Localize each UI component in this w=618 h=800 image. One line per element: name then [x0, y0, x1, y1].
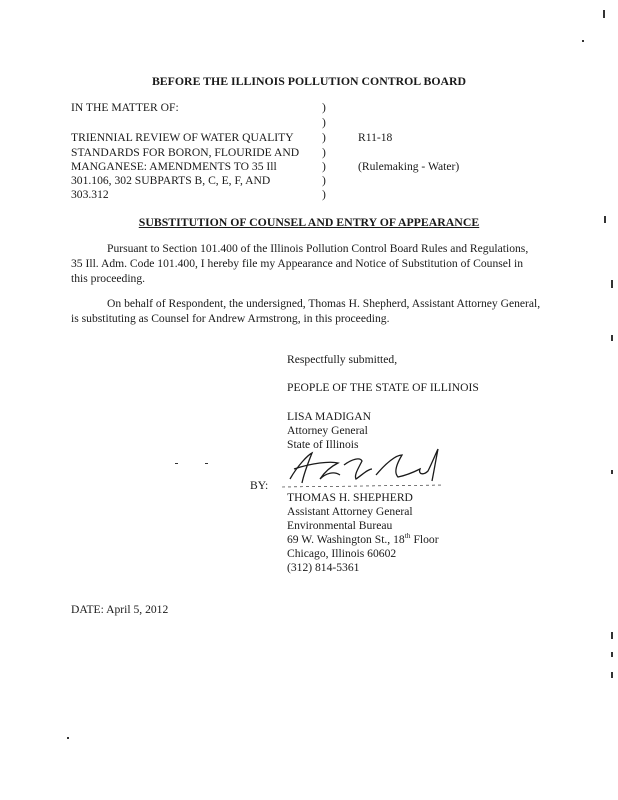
caption-bracket: ): [322, 174, 326, 187]
body-paragraph: On behalf of Respondent, the undersigned, Thomas H. Shepherd, Assistant Attorney General, is substituting as Counsel for Andrew Armstrong, in this proceeding.: [71, 297, 541, 325]
scan-mark: [67, 737, 69, 739]
bureau-name: Environmental Bureau: [287, 519, 393, 532]
scan-mark: [611, 652, 613, 657]
signer-title: Assistant Attorney General: [287, 505, 413, 518]
caption-bracket: ): [322, 146, 326, 159]
in-the-matter-label: IN THE MATTER OF:: [71, 101, 179, 114]
date-line: DATE: April 5, 2012: [71, 603, 169, 616]
caption-bracket: ): [322, 188, 326, 201]
matter-line-5: 303.312: [71, 188, 109, 201]
scan-mark: [611, 632, 613, 639]
closing-text: Respectfully submitted,: [287, 353, 398, 366]
handwritten-signature: [268, 445, 458, 490]
attorney-general-name: LISA MADIGAN: [287, 410, 372, 423]
scan-mark: [603, 10, 605, 18]
caption-bracket: ): [322, 101, 326, 114]
caption-bracket: ): [322, 116, 326, 129]
address-street-text: 69 W. Washington St., 18: [287, 533, 405, 546]
address-street: [287, 532, 439, 547]
scan-mark: [611, 335, 613, 341]
signer-name: THOMAS H. SHEPHERD: [287, 491, 413, 504]
scan-mark: [205, 463, 208, 464]
scan-mark: [604, 216, 606, 223]
caption-bracket: ): [322, 131, 326, 144]
scan-mark: [611, 280, 613, 288]
by-label: BY:: [250, 479, 269, 492]
scan-mark: [611, 672, 613, 678]
matter-line-3: MANGANESE: AMENDMENTS TO 35 Ill: [71, 160, 277, 173]
caption-bracket: ): [322, 160, 326, 173]
party-name: PEOPLE OF THE STATE OF ILLINOIS: [287, 381, 479, 394]
address-floor-text: Floor: [410, 533, 439, 546]
board-title: BEFORE THE ILLINOIS POLLUTION CONTROL BOARD: [151, 74, 467, 88]
matter-line-2: STANDARDS FOR BORON, FLOURIDE AND: [71, 146, 300, 159]
scan-mark: [611, 470, 613, 474]
attorney-general-state: State of Illinois: [287, 438, 359, 451]
scan-mark: [175, 463, 178, 464]
document-title: SUBSTITUTION OF COUNSEL AND ENTRY OF APPEARANCE: [138, 215, 480, 229]
phone-number: (312) 814-5361: [287, 561, 360, 574]
scan-mark: [582, 40, 584, 42]
attorney-general-title: Attorney General: [287, 424, 368, 437]
address-city: Chicago, Illinois 60602: [287, 547, 397, 560]
address-ordinal-suffix: th: [404, 531, 411, 541]
case-type: (Rulemaking - Water): [358, 160, 460, 173]
matter-line-1: TRIENNIAL REVIEW OF WATER QUALITY: [71, 131, 294, 144]
case-number: R11-18: [358, 131, 393, 144]
body-paragraph: Pursuant to Section 101.400 of the Illinois Pollution Control Board Rules and Regulations, 35 Ill. Adm. Code 101.400, I hereby file my Appearance and Notice of Substitution of Counsel in this proceeding.: [71, 242, 529, 285]
matter-line-4: 301.106, 302 SUBPARTS B, C, E, F, AND: [71, 174, 271, 187]
